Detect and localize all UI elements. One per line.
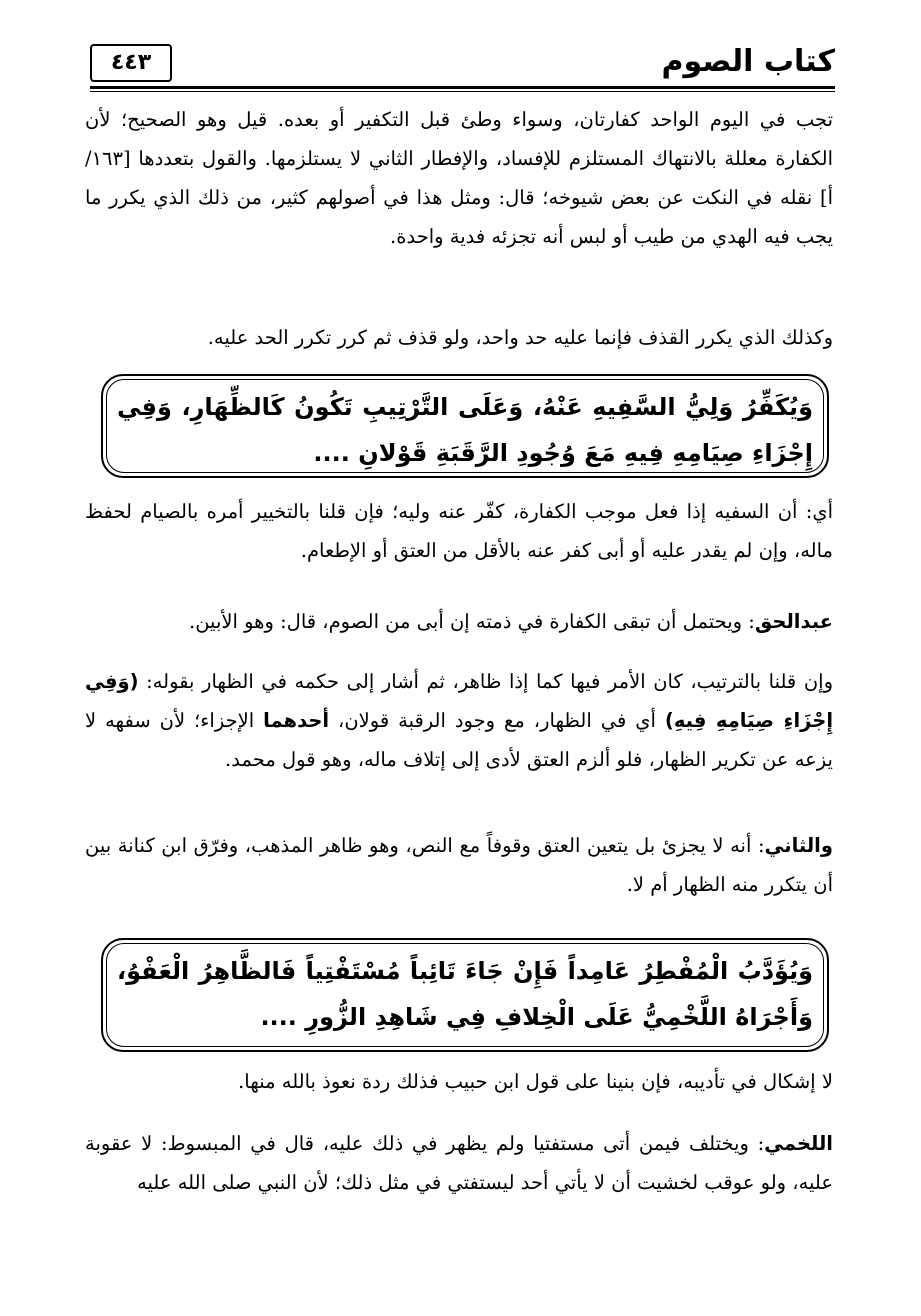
commentary-paragraph-2: وكذلك الذي يكرر القذف فإنما عليه حد واحد، ولو قذف ثم كرر تكرر الحد عليه.: [207, 326, 833, 349]
paragraph-end: الإجزاء؛ لأن سفهه لا يزعه عن تكرير الظهار، فلو ألزم العتق لأدى إلى إتلاف ماله، وهو قول محمد.: [85, 709, 833, 771]
matn-text-2: وَيُؤَدَّبُ الْمُفْطِرُ عَامِداً فَإِنْ جَاءَ تَائِباً مُسْتَفْتِياً فَالظَّاهِرُ الْعَفْوُ، وَأَجْرَاهُ اللَّخْمِيُّ عَلَى الْخِلافِ فِي شَاهِدِ الزُّورِ ....: [117, 957, 813, 1031]
page-header: [90, 40, 835, 86]
matn-text-1: وَيُكَفِّرُ وَلِيُّ السَّفِيهِ عَنْهُ، وَعَلَى التَّرْتِيبِ تَكُونُ كَالظِّهَارِ، وَفِي إِجْزَاءِ صِيَامِهِ فِيهِ مَعَ وُجُودِ الرَّقَبَةِ قَوْلانِ ....: [117, 393, 813, 467]
paragraph-text: : أنه لا يجزئ بل يتعين العتق وقوفاً مع النص، وهو ظاهر المذهب، وفرّق ابن كنانة بين أن يتكرر منه الظهار أم لا.: [85, 834, 833, 896]
paragraph-text: : ويحتمل أن تبقى الكفارة في ذمته إن أبى من الصوم، قال: وهو الأبين.: [189, 610, 755, 633]
commentary-paragraph-4: [85, 602, 833, 641]
book-title: كتاب الصوم: [661, 44, 835, 79]
matn-box-1: [101, 374, 829, 478]
paragraph-intro: وإن قلنا بالترتيب، كان الأمر فيها كما إذا ظاهر، ثم أشار إلى حكمه في الظهار بقوله:: [138, 670, 833, 693]
commentary-paragraph-7: لا إشكال في تأديبه، فإن بنينا على قول ابن حبيب فذلك ردة نعوذ بالله منها.: [238, 1070, 833, 1093]
commentary-paragraph-5: [85, 662, 833, 779]
commentary-paragraph-6: [85, 826, 833, 904]
scholar-name: عبدالحق: [754, 610, 833, 633]
first-opinion-label: أحدهما: [263, 709, 330, 732]
scholar-name: اللخمي: [764, 1132, 833, 1155]
matn-box-2: [101, 938, 829, 1052]
header-rule-thin: [90, 91, 835, 92]
quoted-matn: (وَفِي إِجْزَاءِ صِيَامِهِ فِيهِ): [85, 670, 833, 732]
commentary-paragraph-1: تجب في اليوم الواحد كفارتان، وسواء وطئ قبل التكفير أو بعده. قيل وهو الصحيح؛ لأن الكفارة معللة بالانتهاك المستلزم للإفساد، والإفطار الثاني لا يستلزمها. والقول بتعددها [١٦٣/ أ] نقله في النكت عن بعض شيوخه؛ قال: ومثل هذا في أصولهم كثير، من ذلك الذي يكرر ما يجب فيه الهدي من طيب أو لبس أنه تجزئه فدية واحدة.: [85, 108, 833, 248]
page-number: ٤٤٣: [90, 44, 172, 82]
paragraph-mid: أي في الظهار، مع وجود الرقبة قولان،: [329, 709, 665, 732]
commentary-paragraph-8: [85, 1124, 833, 1202]
commentary-paragraph-3: أي: أن السفيه إذا فعل موجب الكفارة، كفّر عنه وليه؛ فإن قلنا بالتخيير أمره بالصيام لحفظ ماله، وإن لم يقدر عليه أو أبى كفر عنه بالأقل من العتق أو الإطعام.: [85, 500, 833, 562]
header-rule: [90, 86, 835, 89]
paragraph-text: : ويختلف فيمن أتى مستفتيا ولم يظهر في ذلك عليه، قال في المبسوط: لا عقوبة عليه، ولو عوقب لخشيت أن لا يأتي أحد ليستفتي في مثل ذلك؛ لأن النبي صلى الله عليه: [85, 1132, 833, 1194]
second-opinion-label: والثاني: [764, 834, 833, 857]
